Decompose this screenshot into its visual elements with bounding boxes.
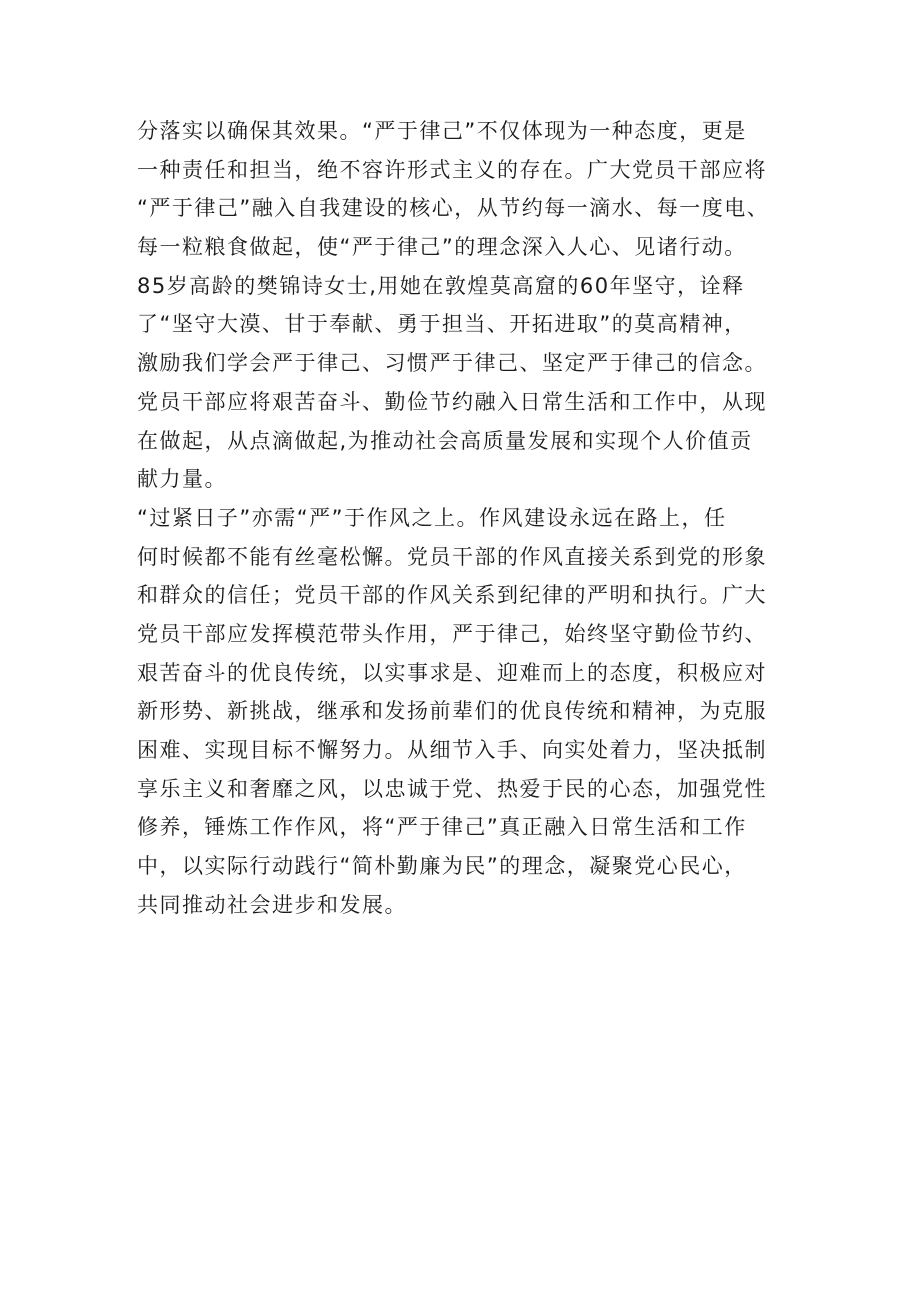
text-line: 献力量。 [137, 467, 227, 492]
text-line: “严于律己”融入自我建设的核心，从节约每一滴水、每一度电、 [137, 196, 770, 221]
text-line: 85岁高龄的樊锦诗女士,用她在敦煌莫高窟的60年坚守，诠释 [137, 273, 745, 298]
text-line: 了“坚守大漠、甘于奉献、勇于担当、开拓进取”的莫高精神， [137, 312, 747, 337]
text-line: 修养，锤炼工作作风，将“严于律己”真正融入日常生活和工作 [137, 815, 747, 840]
text-line: 享乐主义和奢靡之风，以忠诚于党、热爱于民的心态，加强党性 [137, 776, 767, 801]
text-line: 和群众的信任；党员干部的作风关系到纪律的严明和执行。广大 [137, 583, 767, 608]
text-line: 艰苦奋斗的优良传统，以实事求是、迎难而上的态度，积极应对 [137, 660, 767, 685]
text-line: 分落实以确保其效果。“严于律己”不仅体现为一种态度，更是 [137, 119, 747, 143]
text-line: 中，以实际行动践行“简朴勤廉为民”的理念，凝聚党心民心， [137, 854, 747, 879]
text-line: 党员干部应将艰苦奋斗、勤俭节约融入日常生活和工作中，从现 [137, 389, 767, 414]
text-line: 何时候都不能有丝毫松懈。党员干部的作风直接关系到党的形象 [137, 544, 767, 569]
text-line: 党员干部应发挥模范带头作用，严于律己，始终坚守勤俭节约、 [137, 621, 767, 646]
body-text [137, 112, 827, 924]
text-line: 激励我们学会严于律己、习惯严于律己、坚定严于律己的信念。 [137, 351, 767, 376]
text-line: 一种责任和担当，绝不容许形式主义的存在。广大党员干部应将 [137, 157, 767, 182]
text-line: 每一粒粮食做起，使“严于律己”的理念深入人心、见诸行动。 [137, 235, 747, 260]
text-line: 在做起，从点滴做起,为推动社会高质量发展和实现个人价值贡 [137, 428, 753, 453]
text-line: 共同推动社会进步和发展。 [137, 892, 407, 917]
text-line: 困难、实现目标不懈努力。从细节入手、向实处着力，坚决抵制 [137, 738, 767, 762]
text-line: 新形势、新挑战，继承和发扬前辈们的优良传统和精神，为克服 [137, 699, 767, 724]
text-line: “过紧日子”亦需“严”于作风之上。作风建设永远在路上，任 [137, 505, 727, 530]
